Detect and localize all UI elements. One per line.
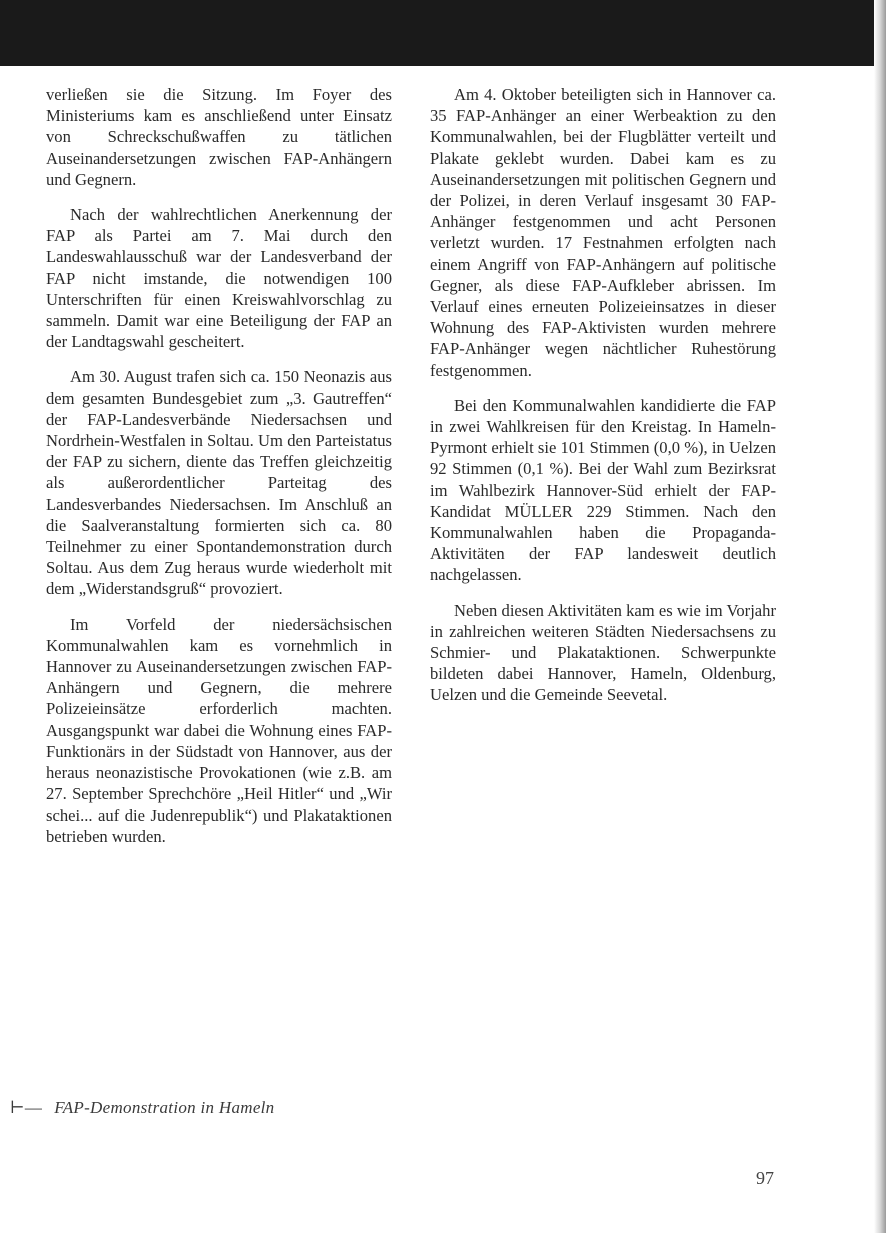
page-number: 97 <box>756 1168 774 1188</box>
photo-edge-band <box>0 0 874 66</box>
left-text-column <box>46 84 392 861</box>
paragraph: Nach der wahlrechtlichen Anerkennung der FAP als Partei am 7. Mai durch den Landeswahlausschuß war der Landesverband der FAP nicht imstande, die notwendigen 100 Unterschriften für einen Kreiswahlvorschlag zu sammeln. Damit war eine Beteiligung der FAP an der Landtagswahl gescheitert. <box>46 205 392 352</box>
paragraph: Am 30. August trafen sich ca. 150 Neonazis aus dem gesamten Bundesgebiet zum „3. Gautreffen“ der FAP-Landesverbände Niedersachsen und Nordrhein-Westfalen in Soltau. Um den Parteistatus der FAP zu sichern, diente das Treffen gleichzeitig als außerordentlicher Parteitag des Landesverbandes Niedersachsen. Im Anschluß an die Saalveranstaltung formierten sich ca. 80 Teilnehmer zu einer Spontandemonstration durch Soltau. Aus dem Zug heraus wurde wiederholt mit dem „Widerstandsgruß“ provoziert. <box>46 367 392 599</box>
paragraph: Bei den Kommunalwahlen kandidierte die FAP in zwei Wahlkreisen für den Kreistag. In Hameln-Pyrmont erhielt sie 101 Stimmen (0,0 %), in Uelzen 92 Stimmen (0,1 %). Bei der Wahl zum Bezirksrat im Wahlbezirk Hannover-Süd erhielt der FAP-Kandidat MÜLLER 229 Stimmen. Nach den Kommunalwahlen haben die Propaganda-Aktivitäten der FAP landesweit deutlich nachgelassen. <box>430 395 776 585</box>
page-edge-shadow <box>874 0 886 1233</box>
paragraph: Neben diesen Aktivitäten kam es wie im Vorjahr in zahlreichen weiteren Städten Niedersachsens zu Schmier- und Plakataktionen. Schwerpunkte bildeten dabei Hannover, Hameln, Oldenburg, Uelzen und die Gemeinde Seevetal. <box>430 600 776 705</box>
right-text-column <box>430 84 776 720</box>
caption-arrow-icon: ⊢— <box>10 1098 43 1117</box>
paragraph: verließen sie die Sitzung. Im Foyer des Ministeriums kam es anschließend unter Einsatz von Schreckschußwaffen zu tätlichen Auseinandersetzungen zwischen FAP-Anhängern und Gegnern. <box>46 85 392 189</box>
paragraph: Im Vorfeld der niedersächsischen Kommunalwahlen kam es vornehmlich in Hannover zu Auseinandersetzungen zwischen FAP-Anhängern und Gegnern, die mehrere Polizeieinsätze erforderlich machten. Ausgangspunkt war dabei die Wohnung eines FAP-Funktionärs in der Südstadt von Hannover, aus der heraus neonazistische Provokationen (wie z.B. am 27. September Sprechchöre „Heil Hitler“ und „Wir schei... auf die Judenrepublik“) und Plakataktionen betrieben wurden. <box>46 614 392 846</box>
caption-text: FAP-Demonstration in Hameln <box>54 1098 275 1117</box>
photo-caption <box>10 1098 275 1118</box>
paragraph: Am 4. Oktober beteiligten sich in Hannover ca. 35 FAP-Anhänger an einer Werbeaktion zu den Kommunalwahlen, bei der Flugblätter verteilt und Plakate geklebt wurden. Dabei kam es zu Auseinandersetzungen mit politischen Gegnern und der Polizei, in deren Verlauf insgesamt 30 FAP-Anhänger festgenommen und acht Personen verletzt wurden. 17 Festnahmen erfolgten nach einem Angriff von FAP-Anhängern auf politische Gegner, als diese FAP-Aufkleber abrissen. Im Verlauf eines erneuten Polizeieinsatzes in dieser Wohnung des FAP-Aktivisten wurden mehrere FAP-Anhänger wegen nächtlicher Ruhestörung festgenommen. <box>430 85 776 380</box>
